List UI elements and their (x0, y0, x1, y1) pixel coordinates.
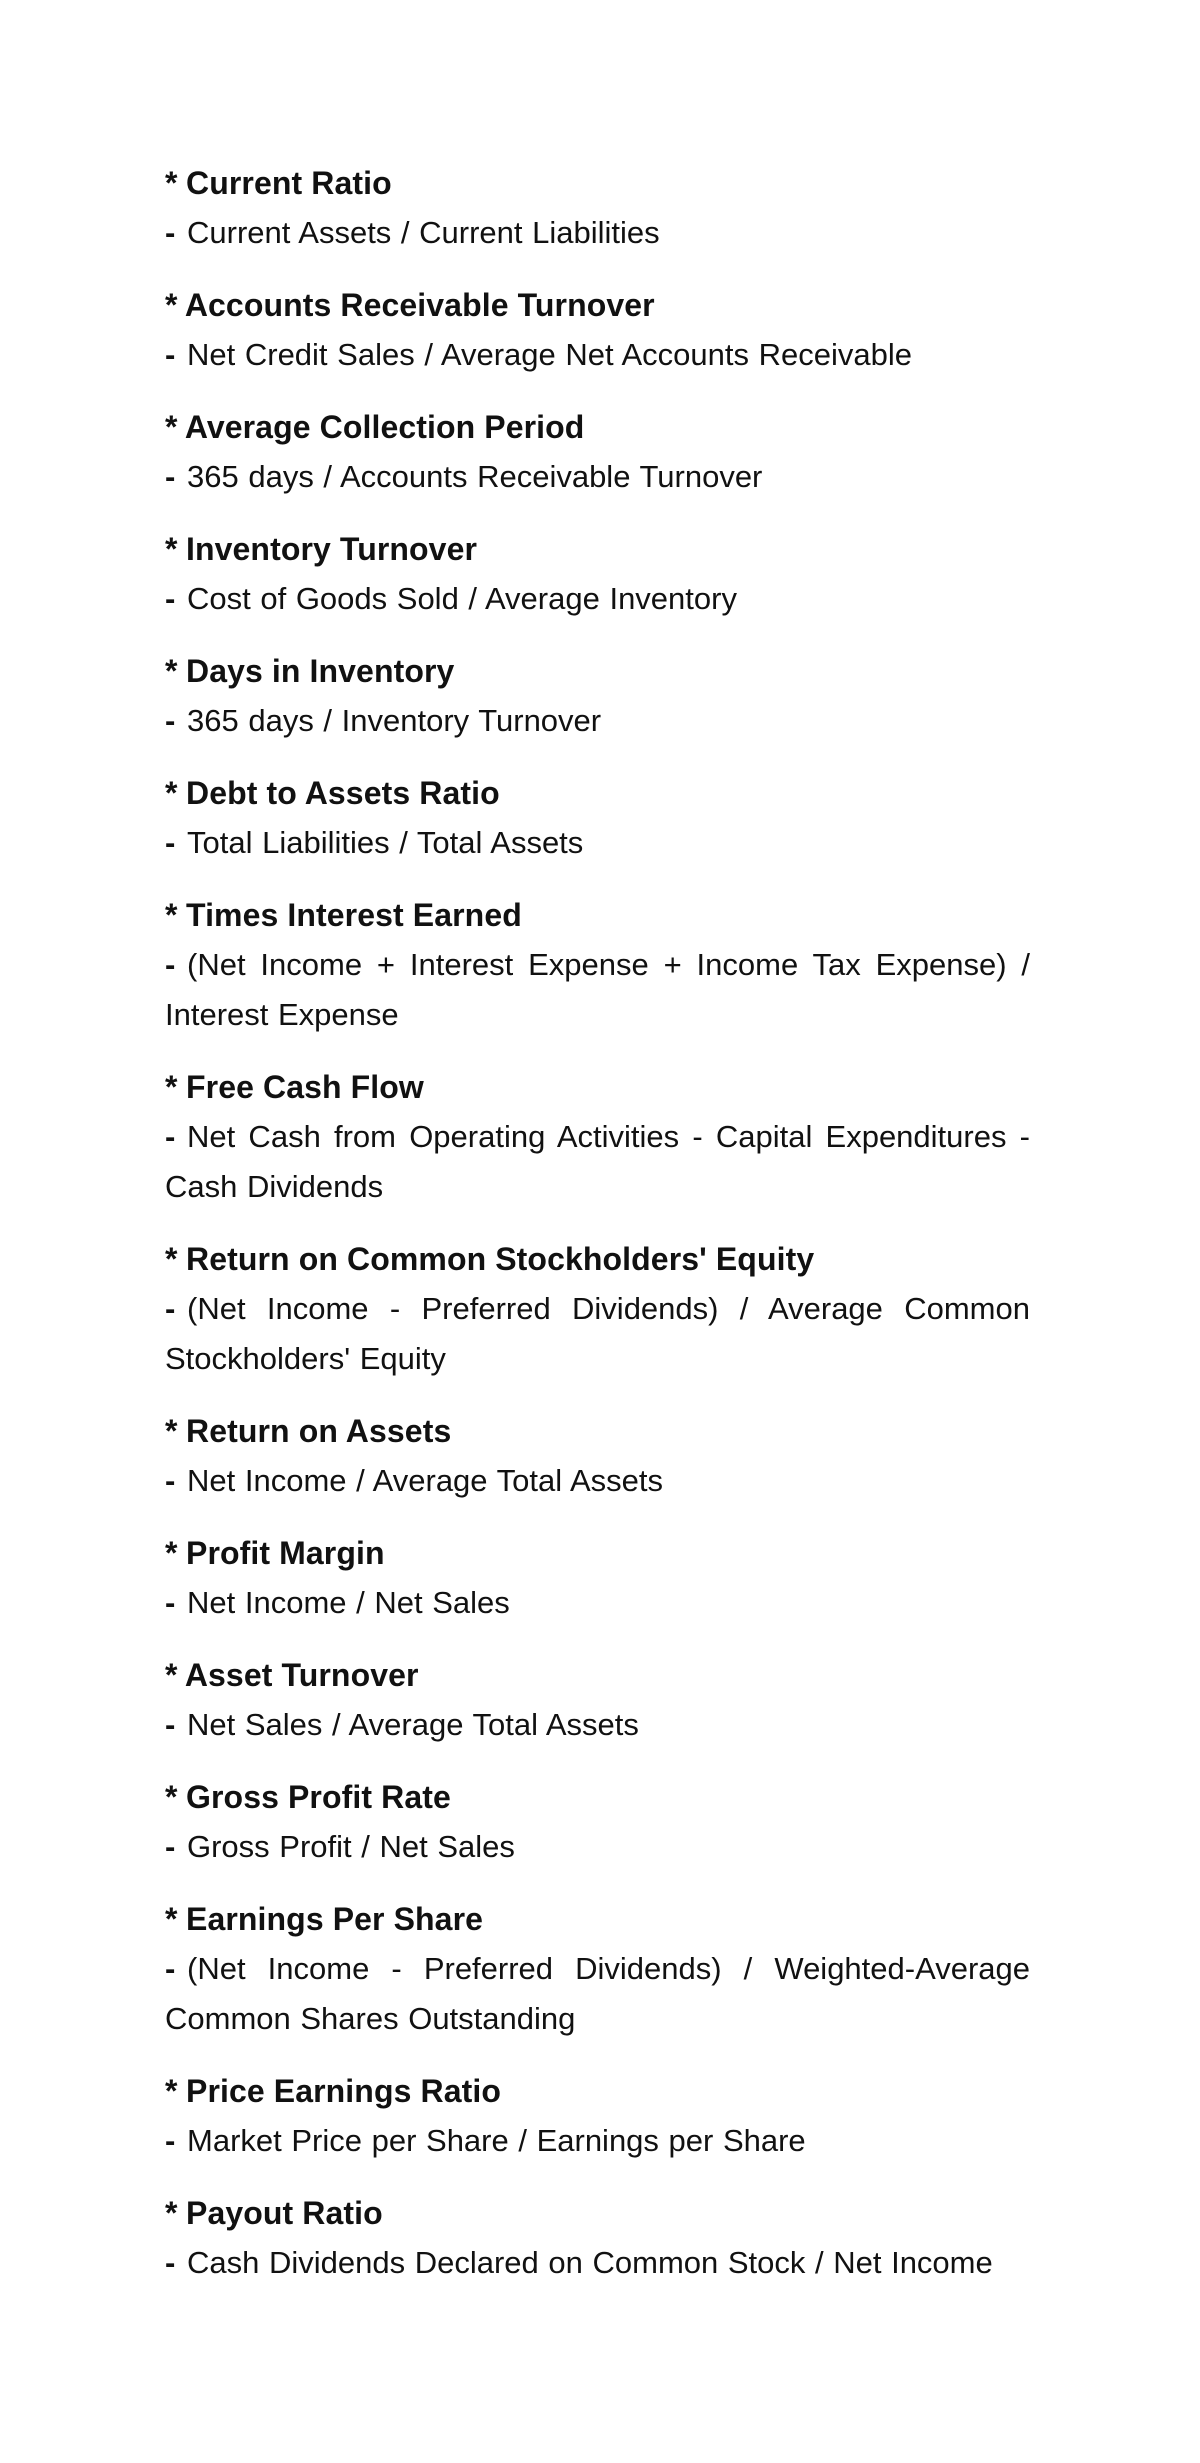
dash-icon: - (165, 2123, 176, 2158)
term-label: Days in Inventory (186, 653, 455, 689)
list-item (165, 1062, 1030, 1212)
formula-text: Total Liabilities / Total Assets (187, 825, 584, 860)
list-item (165, 2066, 1030, 2166)
ratio-formula (165, 818, 1030, 868)
ratio-term (165, 158, 1030, 208)
term-label: Earnings Per Share (186, 1901, 484, 1937)
ratio-formula (165, 1112, 1030, 1212)
list-item (165, 402, 1030, 502)
ratio-formula (165, 1700, 1030, 1750)
ratio-list (165, 158, 1030, 2310)
list-item (165, 768, 1030, 868)
ratio-term (165, 1062, 1030, 1112)
formula-text: (Net Income + Interest Expense + Income Tax Expense) / Interest Expense (165, 947, 1030, 1032)
ratio-term (165, 2188, 1030, 2238)
ratio-term (165, 890, 1030, 940)
ratio-term (165, 402, 1030, 452)
ratio-term (165, 524, 1030, 574)
bullet-icon: * (165, 2195, 178, 2231)
dash-icon: - (165, 1951, 176, 1986)
dash-icon: - (165, 581, 176, 616)
dash-icon: - (165, 337, 176, 372)
list-item (165, 1650, 1030, 1750)
ratio-term (165, 1772, 1030, 1822)
formula-text: 365 days / Accounts Receivable Turnover (187, 459, 763, 494)
bullet-icon: * (165, 653, 178, 689)
term-label: Profit Margin (186, 1535, 385, 1571)
bullet-icon: * (165, 531, 178, 567)
list-item (165, 1772, 1030, 1872)
term-label: Gross Profit Rate (186, 1779, 451, 1815)
term-label: Price Earnings Ratio (186, 2073, 501, 2109)
term-label: Payout Ratio (186, 2195, 383, 2231)
ratio-formula (165, 1822, 1030, 1872)
dash-icon: - (165, 825, 176, 860)
list-item (165, 2188, 1030, 2288)
formula-text: Net Sales / Average Total Assets (187, 1707, 639, 1742)
bullet-icon: * (165, 897, 178, 933)
ratio-formula (165, 696, 1030, 746)
dash-icon: - (165, 1119, 176, 1154)
term-label: Current Ratio (186, 165, 392, 201)
term-label: Times Interest Earned (186, 897, 522, 933)
list-item (165, 1894, 1030, 2044)
ratio-term (165, 2066, 1030, 2116)
ratio-formula (165, 208, 1030, 258)
list-item (165, 1234, 1030, 1384)
ratio-term (165, 768, 1030, 818)
ratio-formula (165, 574, 1030, 624)
list-item (165, 1528, 1030, 1628)
term-label: Return on Common Stockholders' Equity (186, 1241, 815, 1277)
ratio-formula (165, 452, 1030, 502)
formula-text: Net Income / Average Total Assets (187, 1463, 664, 1498)
ratio-term (165, 646, 1030, 696)
bullet-icon: * (165, 1779, 178, 1815)
formula-text: (Net Income - Preferred Dividends) / Weighted-Average Common Shares Outstanding (165, 1951, 1030, 2036)
dash-icon: - (165, 1463, 176, 1498)
list-item (165, 280, 1030, 380)
formula-text: Cost of Goods Sold / Average Inventory (187, 581, 737, 616)
ratio-formula (165, 1578, 1030, 1628)
formula-text: Net Income / Net Sales (187, 1585, 510, 1620)
bullet-icon: * (165, 1069, 178, 1105)
bullet-icon: * (165, 287, 178, 323)
bullet-icon: * (165, 775, 178, 811)
term-label: Asset Turnover (184, 1657, 419, 1693)
bullet-icon: * (165, 2073, 178, 2109)
formula-text: Net Credit Sales / Average Net Accounts Receivable (187, 337, 912, 372)
dash-icon: - (165, 703, 176, 738)
ratio-formula (165, 1944, 1030, 2044)
list-item (165, 1406, 1030, 1506)
dash-icon: - (165, 1707, 176, 1742)
term-label: Debt to Assets Ratio (186, 775, 500, 811)
term-label: Return on Assets (186, 1413, 452, 1449)
bullet-icon: * (165, 1241, 178, 1277)
dash-icon: - (165, 1291, 176, 1326)
formula-text: (Net Income - Preferred Dividends) / Average Common Stockholders' Equity (165, 1291, 1030, 1376)
dash-icon: - (165, 1829, 176, 1864)
bullet-icon: * (165, 1535, 178, 1571)
term-label: Free Cash Flow (186, 1069, 424, 1105)
ratio-term (165, 1528, 1030, 1578)
ratio-formula (165, 1284, 1030, 1384)
ratio-formula (165, 1456, 1030, 1506)
ratio-term (165, 1406, 1030, 1456)
ratio-term (165, 1650, 1030, 1700)
bullet-icon: * (165, 165, 178, 201)
dash-icon: - (165, 215, 176, 250)
list-item (165, 524, 1030, 624)
list-item (165, 890, 1030, 1040)
bullet-icon: * (165, 1657, 178, 1693)
list-item (165, 158, 1030, 258)
ratio-formula (165, 2238, 1030, 2288)
bullet-icon: * (165, 409, 178, 445)
ratio-term (165, 1894, 1030, 1944)
dash-icon: - (165, 459, 176, 494)
ratio-term (165, 1234, 1030, 1284)
ratio-term (165, 280, 1030, 330)
ratio-formula (165, 330, 1030, 380)
formula-text: Current Assets / Current Liabilities (187, 215, 660, 250)
formula-text: Net Cash from Operating Activities - Capital Expenditures - Cash Dividends (165, 1119, 1030, 1204)
formula-text: 365 days / Inventory Turnover (187, 703, 602, 738)
ratio-formula (165, 940, 1030, 1040)
bullet-icon: * (165, 1413, 178, 1449)
list-item (165, 646, 1030, 746)
term-label: Inventory Turnover (186, 531, 478, 567)
formula-text: Gross Profit / Net Sales (187, 1829, 515, 1864)
term-label: Average Collection Period (184, 409, 585, 445)
formula-text: Market Price per Share / Earnings per Share (187, 2123, 806, 2158)
dash-icon: - (165, 2245, 176, 2280)
term-label: Accounts Receivable Turnover (184, 287, 655, 323)
formula-text: Cash Dividends Declared on Common Stock / Net Income (187, 2245, 993, 2280)
bullet-icon: * (165, 1901, 178, 1937)
ratio-formula (165, 2116, 1030, 2166)
dash-icon: - (165, 947, 176, 982)
dash-icon: - (165, 1585, 176, 1620)
